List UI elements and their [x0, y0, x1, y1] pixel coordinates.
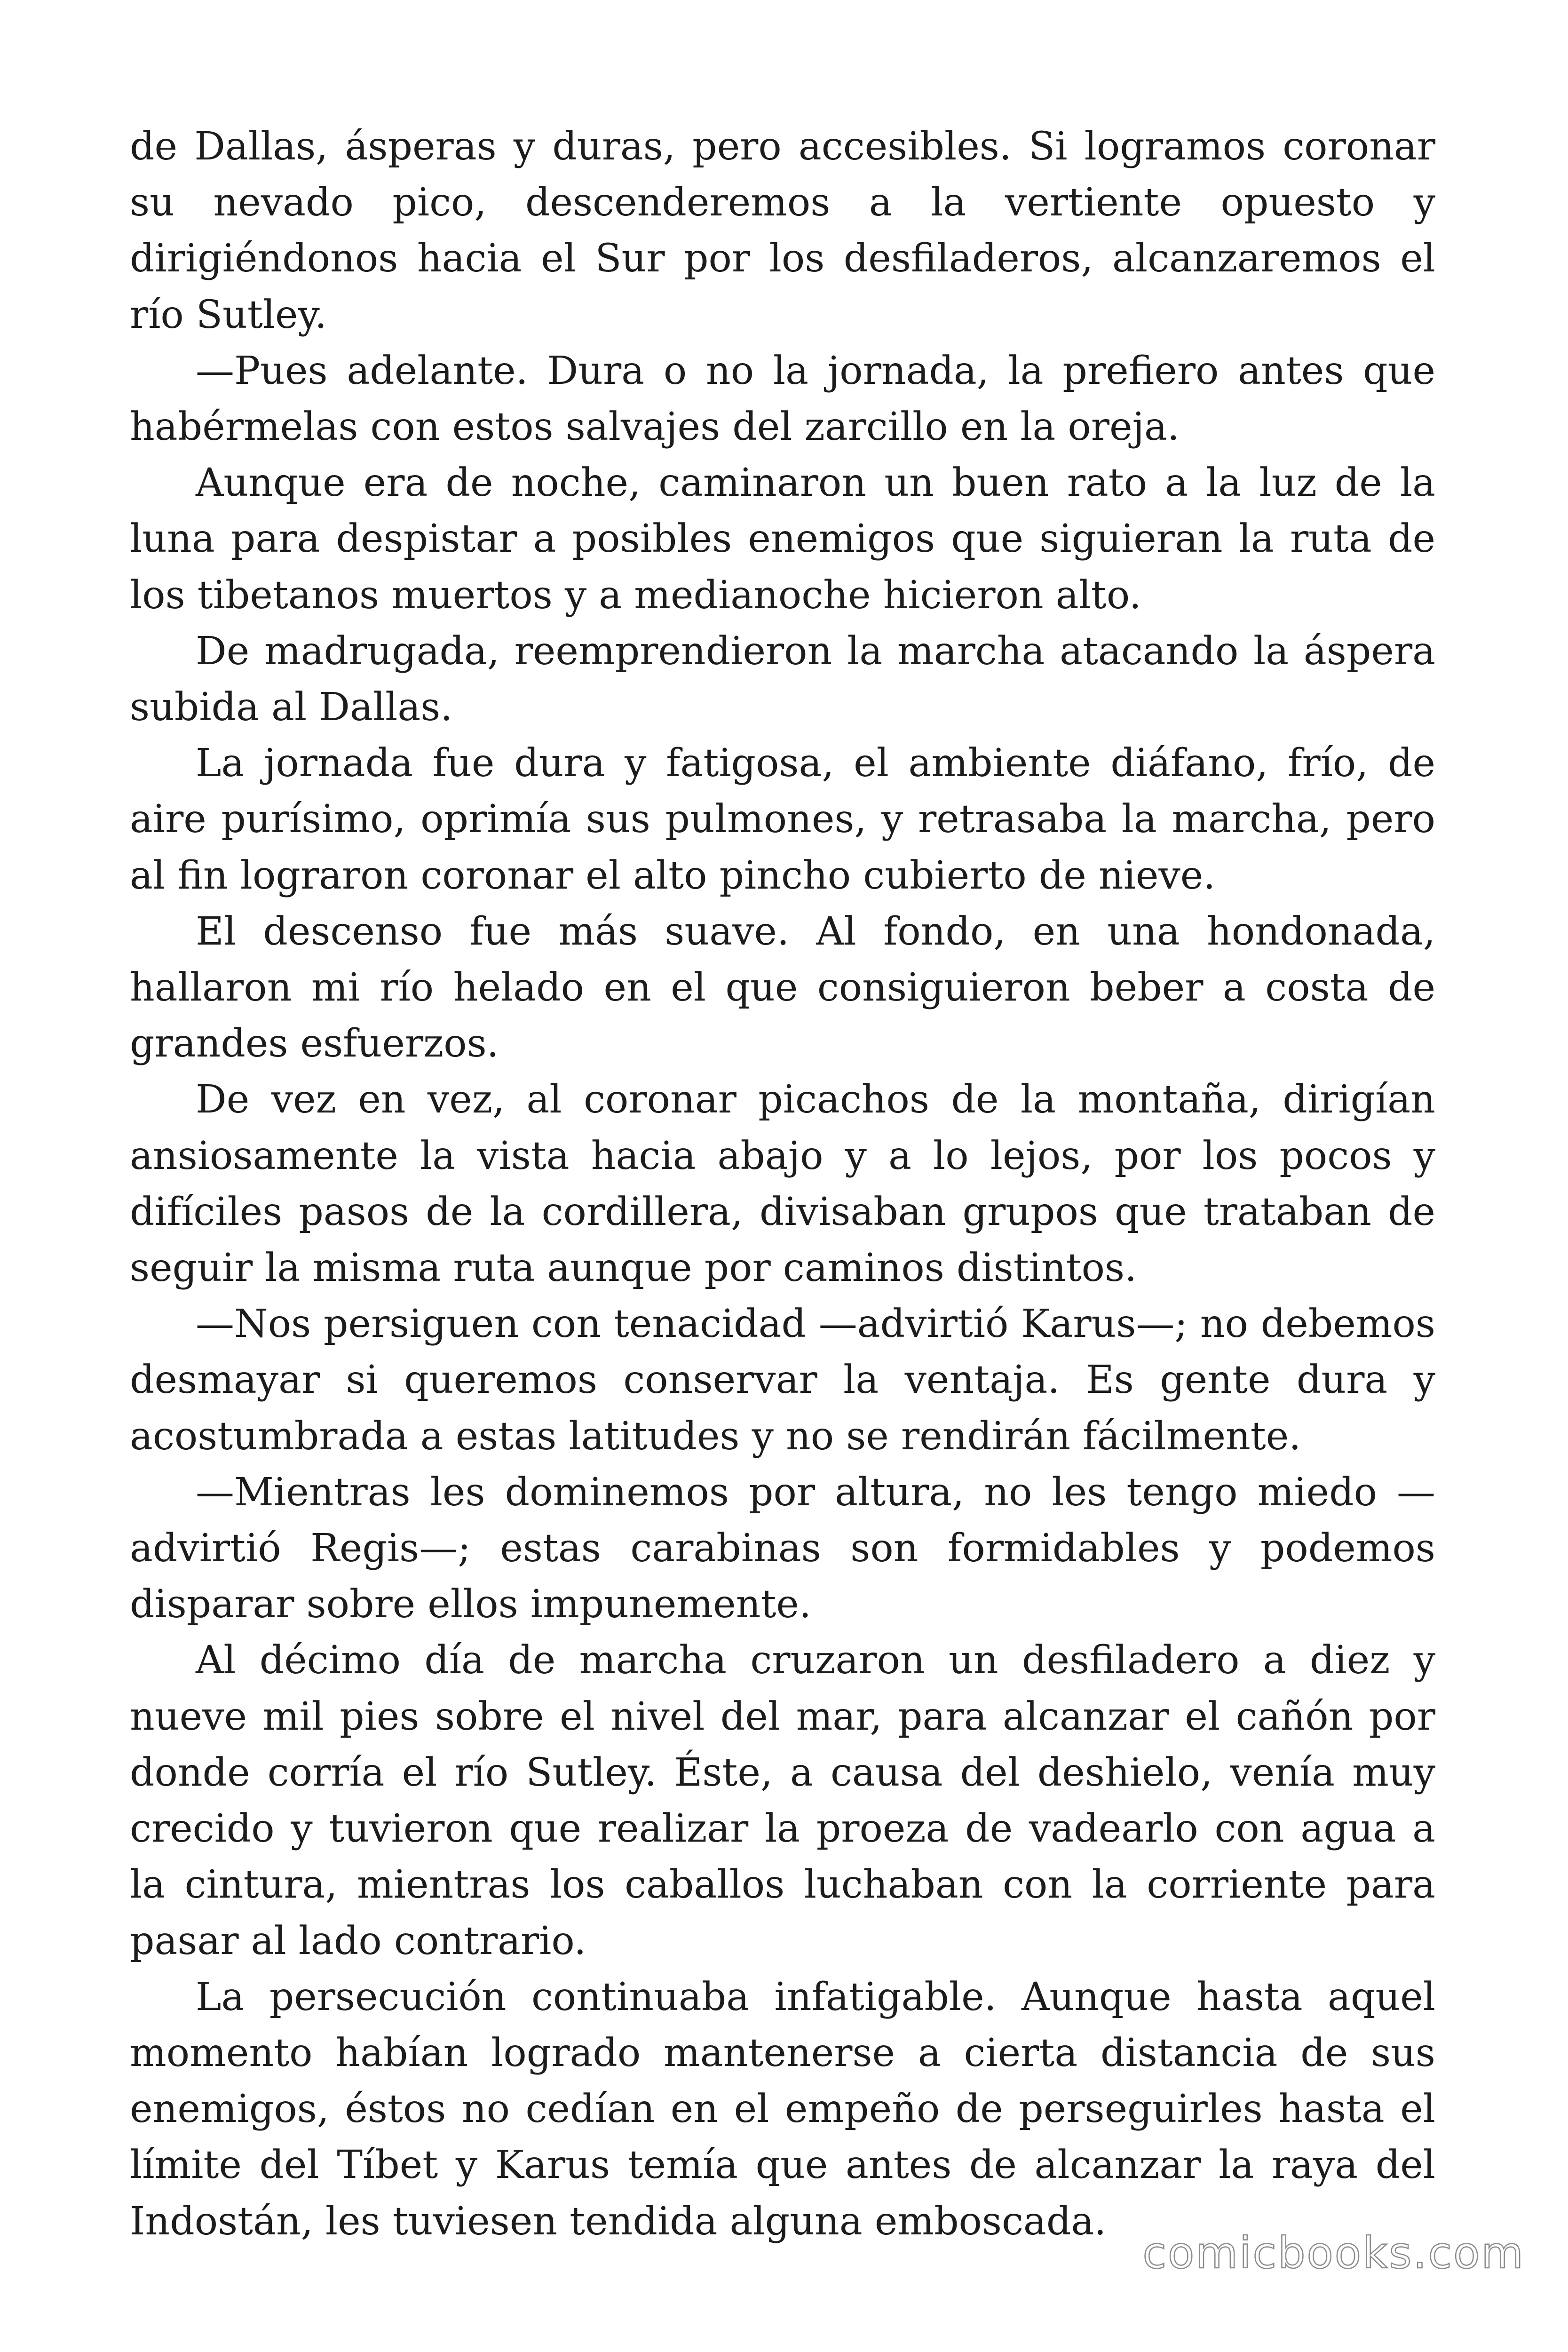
- paragraph: La persecución continuaba infatigable. Aunque hasta aquel momento habían logrado mantenerse a cierta distancia de sus enemigos, éstos no cedían en el empeño de perseguirles hasta el límite del Tíbet y Karus temía que antes de alcanzar la raya del Indostán, les tuviesen tendida alguna emboscada.: [130, 1974, 1435, 2244]
- paragraph: De madrugada, reemprendieron la marcha atacando la áspera subida al Dallas.: [130, 628, 1435, 730]
- paragraph: De vez en vez, al coronar picachos de la montaña, dirigían ansiosamente la vista hacia abajo y a lo lejos, por los pocos y difíciles pasos de la cordillera, divisaban grupos que trataban de seguir la misma ruta aunque por caminos distintos.: [130, 1077, 1435, 1291]
- paragraph: —Mientras les dominemos por altura, no les tengo miedo —advirtió Regis—; estas carabinas son formidables y podemos disparar sobre ellos impunemente.: [130, 1470, 1435, 1627]
- page-body-text: [130, 119, 1435, 2249]
- watermark: comicbooks.com: [1142, 2228, 1525, 2278]
- paragraph: —Pues adelante. Dura o no la jornada, la prefiero antes que habérmelas con estos salvajes del zarcillo en la oreja.: [130, 348, 1435, 450]
- paragraph: Al décimo día de marcha cruzaron un desfiladero a diez y nueve mil pies sobre el nivel del mar, para alcanzar el cañón por donde corría el río Sutley. Éste, a causa del deshielo, venía muy crecido y tuvieron que realizar la proeza de vadearlo con agua a la cintura, mientras los caballos luchaban con la corriente para pasar al lado contrario.: [130, 1638, 1435, 1963]
- paragraph: —Nos persiguen con tenacidad —advirtió Karus—; no debemos desmayar si queremos conservar la ventaja. Es gente dura y acostumbrada a estas latitudes y no se rendirán fácilmente.: [130, 1302, 1435, 1459]
- paragraph: Aunque era de noche, caminaron un buen rato a la luz de la luna para despistar a posibles enemigos que siguieran la ruta de los tibetanos muertos y a medianoche hicieron alto.: [130, 461, 1435, 618]
- paragraph-continued: de Dallas, ásperas y duras, pero accesibles. Si logramos coronar su nevado pico, descenderemos a la vertiente opuesto y dirigiéndonos hacia el Sur por los desfiladeros, alcanzaremos el río Sutley.: [130, 124, 1435, 337]
- paragraph: La jornada fue dura y fatigosa, el ambiente diáfano, frío, de aire purísimo, oprimía sus pulmones, y retrasaba la marcha, pero al fin lograron coronar el alto pincho cubierto de nieve.: [130, 741, 1435, 898]
- paragraph: El descenso fue más suave. Al fondo, en una hondonada, hallaron mi río helado en el que consiguieron beber a costa de grandes esfuerzos.: [130, 909, 1435, 1066]
